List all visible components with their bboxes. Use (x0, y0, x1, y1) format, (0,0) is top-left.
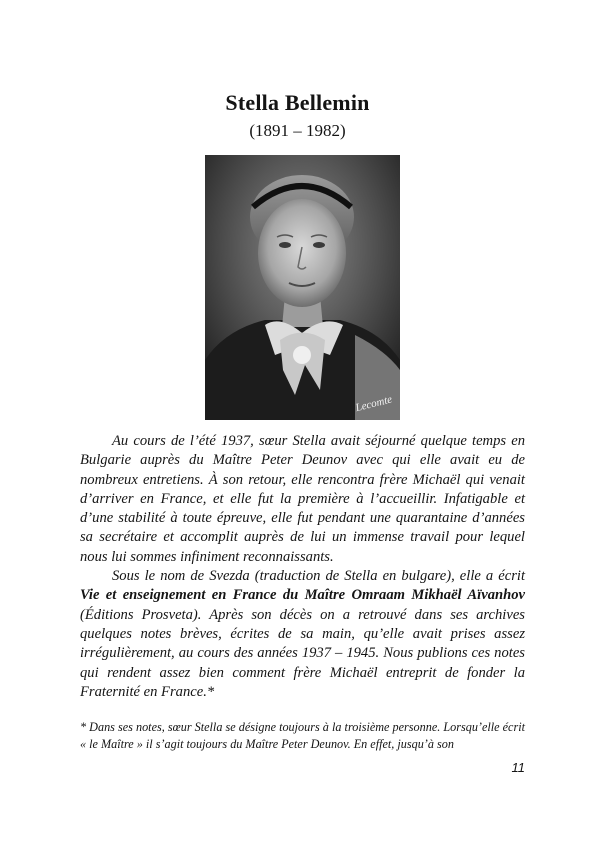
page-number: 11 (511, 760, 525, 775)
book-title: Vie et enseignement en France du Maître Omraam Mikhaël Aïvanhov (80, 587, 525, 604)
footnote-text: * Dans ses notes, sœur Stella se désigne toujours à la troisième personne. Lorsqu’elle écrit « le Maître » il s’agit toujours du Maître Peter Deunov. En effet, jusqu’à son (80, 720, 525, 751)
photographer-signature: Lecomte (354, 393, 394, 415)
page-title: Stella Bellemin (225, 90, 370, 115)
body-text (80, 432, 525, 702)
paragraph-2-intro: Sous le nom de Svezda (traduction de Stella en bulgare), elle a écrit (112, 568, 525, 585)
paragraph-2 (80, 567, 525, 702)
life-dates: (1891 – 1982) (249, 121, 346, 140)
paragraph-2-rest: (Éditions Prosveta). Après son décès on a retrouvé dans ses archives quelques notes brèves, écrites de sa main, qu’elle avait prises assez irrégulièrement, au cours des années 1937 – 1945. Nous publions ces notes qui rendent assez bien comment frère Michaël entreprit de fonder la Fraternité en France.* (80, 606, 525, 700)
paragraph-1: Au cours de l’été 1937, sœur Stella avait séjourné quelque temps en Bulgarie auprès du Maître Peter Deunov avec qui elle avait eu de nombreux entretiens. À son retour, elle rencontra frère Michaël qui venait d’arriver en France, et elle fut la première à l’accueillir. Infatigable et d’une stabilité à toute épreuve, elle fut pendant une quarantaine d’années sa secrétaire et accomplit auprès de lui un immense travail pour lequel nous lui sommes infiniment reconnaissants. (80, 433, 525, 565)
portrait-photo (205, 155, 400, 420)
footnote (80, 719, 525, 752)
